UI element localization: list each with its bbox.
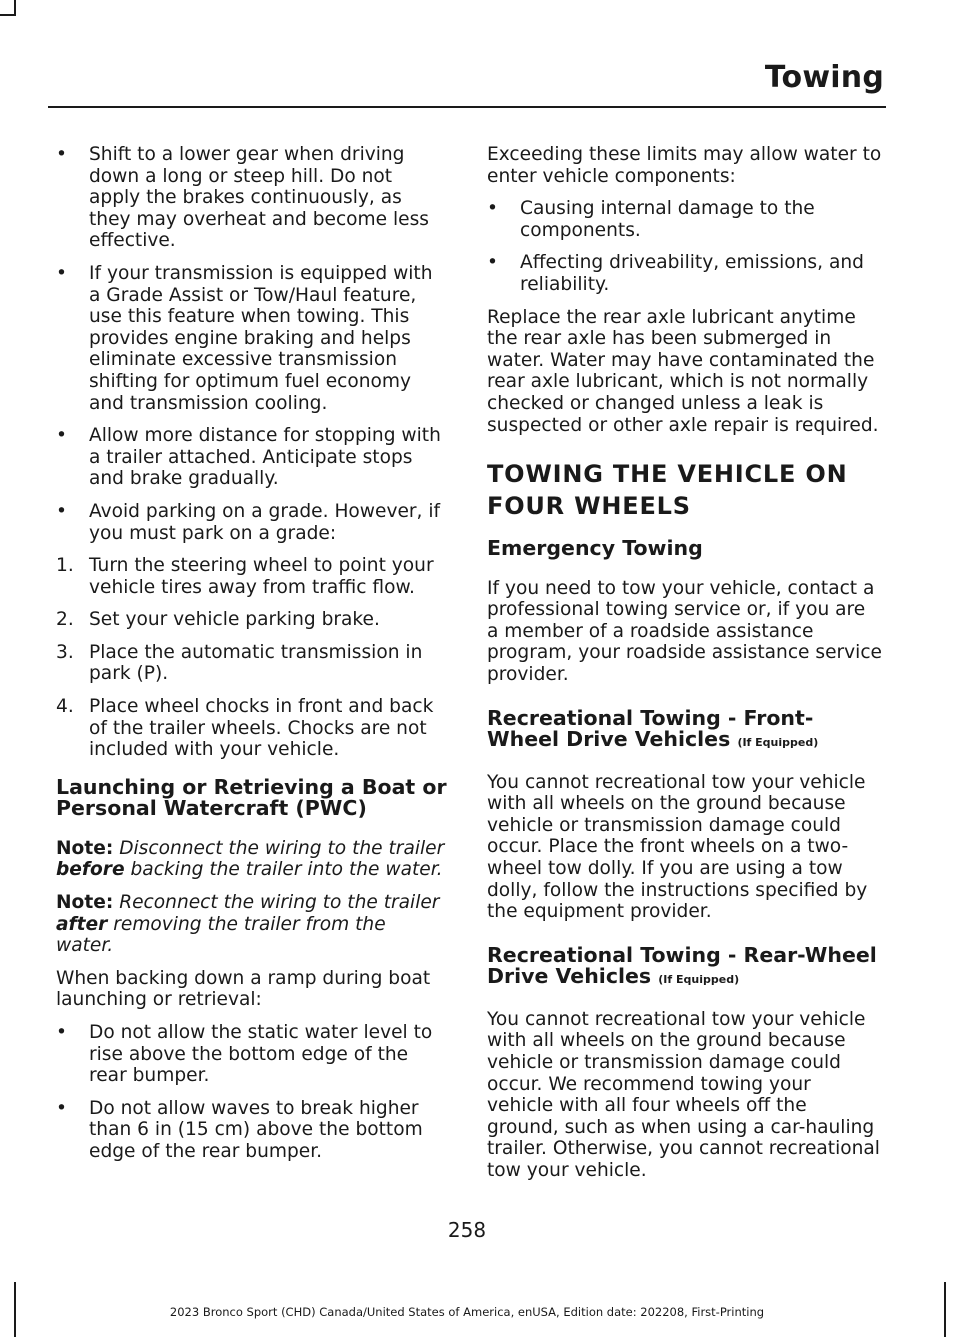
section-heading-line-2: FOUR WHEELS [487,492,691,521]
list-item [56,1098,448,1163]
step-number: 3. [56,641,74,663]
bullet-marker: • [56,425,67,447]
rwd-equipped-tag: (If Equipped) [658,973,740,987]
note-disconnect [56,838,448,881]
page-title: Towing [764,60,884,95]
step-number: 4. [56,696,74,718]
numbered-step [56,555,448,598]
list-item [487,252,882,295]
bullet-marker: • [487,252,498,274]
right-column [487,144,882,1193]
rwd-heading [487,942,882,991]
list-item-text: Do not allow waves to break higher than 6 in (15 cm) above the bottom edge of the rear bumper. [89,1097,423,1162]
note-emphasis: after [56,913,108,935]
list-item-text: Causing internal damage to the components. [520,198,815,241]
note-text-pre: Reconnect the wiring to the trailer [119,892,440,914]
crop-mark-bottom-right [944,1282,946,1337]
section-heading [487,458,882,522]
note-reconnect [56,892,448,957]
boat-launch-heading: Launching or Retrieving a Boat or Personal Watercraft (PWC) [56,774,447,821]
emergency-towing-text: If you need to tow your vehicle, contact a professional towing service or, if you are a member of a roadside assistance program, your roadside assistance service provider. [487,577,882,685]
rwd-text: You cannot recreational tow your vehicle with all wheels on the ground because vehicle or transmission damage could occur. We recommend towing your vehicle with all four wheels off the ground, such as when using a car-hauling trailer. Otherwise, you cannot recreational tow your vehicle. [487,1008,880,1181]
bullet-marker: • [56,1022,67,1043]
left-column [56,144,448,1174]
note-label: Note: [56,837,114,859]
exceed-intro: Exceeding these limits may allow water to enter vehicle components: [487,144,882,187]
note-text-post: removing the trailer from the water. [56,913,386,957]
step-text: Place the automatic transmission in park (P). [89,641,423,685]
bullet-marker: • [56,262,67,284]
note-text-post: backing the trailer into the water. [130,859,443,881]
step-number: 2. [56,609,74,631]
list-item [56,263,448,414]
fwd-text: You cannot recreational tow your vehicle with all wheels on the ground because vehicle or transmission damage could occur. Place the front wheels on a two-wheel tow dolly. If you are using a tow dolly, follow the instructions specified by the equipment provider. [487,771,868,923]
note-label: Note: [56,892,114,914]
list-item-text: Affecting driveability, emissions, and reliability. [520,252,864,295]
bullet-marker: • [56,500,67,522]
numbered-step [56,642,448,685]
bullet-marker: • [487,198,498,220]
list-item [56,501,448,544]
page-number: 258 [447,1218,487,1242]
bullet-marker: • [56,1097,67,1119]
list-item-text: Allow more distance for stopping with a trailer attached. Anticipate stops and brake gradually. [89,425,441,490]
emergency-towing-heading: Emergency Towing [487,536,703,561]
step-text: Set your vehicle parking brake. [89,609,380,631]
header-divider [48,106,886,108]
section-heading-line-1: TOWING THE VEHICLE ON [487,460,848,489]
list-item [56,1022,448,1087]
fwd-heading-text: Recreational Towing - Front-Wheel Drive Vehicles [487,705,814,752]
ramp-intro: When backing down a ramp during boat launching or retrieval: [56,967,431,1011]
fwd-heading [487,705,882,754]
step-text: Place wheel chocks in front and back of the trailer wheels. Chocks are not included with your vehicle. [89,696,434,761]
step-number: 1. [56,555,74,577]
replace-axle-text: Replace the rear axle lubricant anytime the rear axle has been submerged in water. Water may have contaminated the rear axle lubricant, which is not normally checked or changed unless a leak is suspected or other axle repair is required. [487,306,879,436]
list-item [56,144,448,252]
numbered-step [56,696,448,761]
list-item-text: Avoid parking on a grade. However, if you must park on a grade: [89,500,441,544]
crop-mark-top-left-h [0,14,16,16]
rwd-heading-text: Recreational Towing - Rear-Wheel Drive Vehicles [487,942,877,989]
step-text: Turn the steering wheel to point your vehicle tires away from traffic flow. [89,555,434,598]
list-item [487,198,882,241]
footer-edition-info: 2023 Bronco Sport (CHD) Canada/United States of America, enUSA, Edition date: 202208, First-Printing [169,1305,765,1319]
list-item-text: Do not allow the static water level to rise above the bottom edge of the rear bumper. [89,1022,433,1087]
list-item [56,425,448,490]
list-item-text: If your transmission is equipped with a Grade Assist or Tow/Haul feature, use this feature when towing. This provides engine braking and helps eliminate excessive transmission shifting for optimum fuel economy and transmission cooling. [89,262,433,414]
bullet-marker: • [56,144,67,165]
note-emphasis: before [56,859,125,881]
list-item-text: Shift to a lower gear when driving down a long or steep hill. Do not apply the brakes continuously, as they may overheat and become less effective. [89,144,429,252]
fwd-equipped-tag: (If Equipped) [737,736,819,750]
numbered-step [56,609,448,631]
note-text-pre: Disconnect the wiring to the trailer [119,837,445,859]
